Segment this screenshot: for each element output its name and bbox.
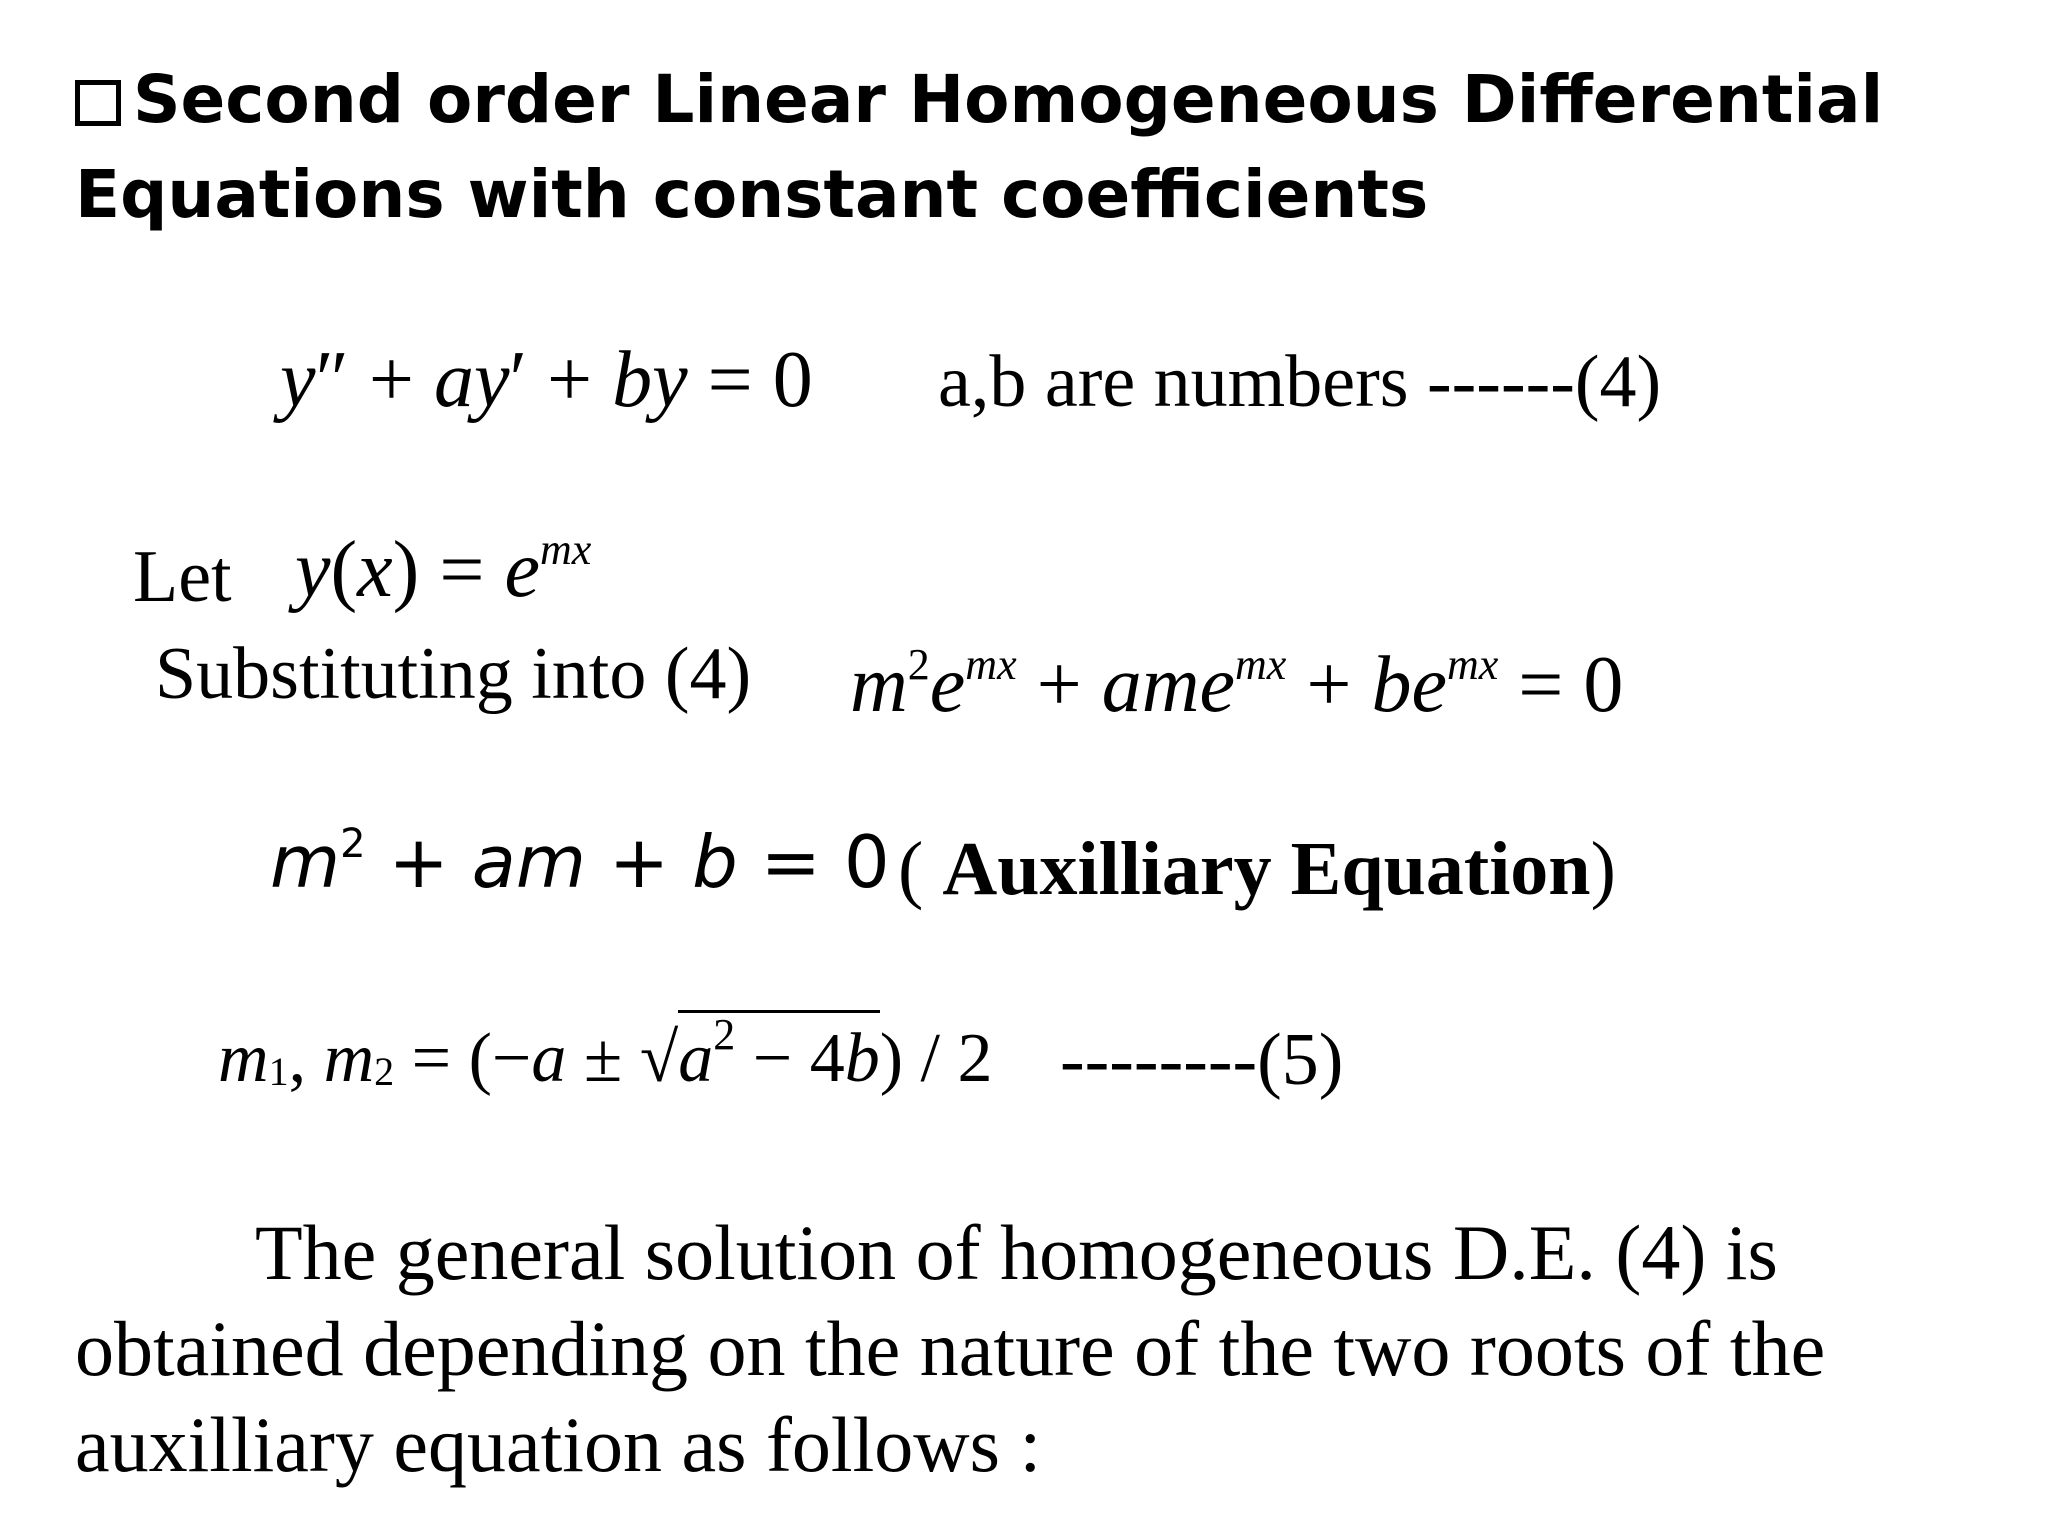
differential-equation-4: y″ + ay′ + by = 0 (280, 336, 813, 424)
substitution-label: Substituting into (4) (155, 633, 752, 715)
roots-formula-tag: --------(5) (1060, 1019, 1344, 1101)
title-line-1: Second order Linear Homogeneous Differential (75, 52, 1883, 147)
title-line-2: Equations with constant coefficients (75, 156, 1429, 233)
paragraph-line-1: The general solution of homogeneous D.E. (4) is (255, 1209, 1778, 1296)
paragraph-line-2: obtained depending on the nature of the two roots of the (75, 1305, 1826, 1392)
slide-title (75, 52, 1883, 242)
auxiliary-equation-label: ( Auxilliary Equation) (898, 827, 1616, 911)
checkbox-bullet-icon (75, 80, 121, 126)
auxiliary-equation: $m^2$ + am + b = 0 (270, 820, 890, 904)
let-label: Let (133, 536, 232, 618)
equation-4-note: a,b are numbers ------(4) (938, 341, 1662, 423)
paragraph-line-3: auxilliary equation as follows : (75, 1401, 1042, 1488)
substituted-equation: $m^2e^{mx} + ame^{mx} + be^{mx} = 0$ (850, 640, 1624, 729)
roots-formula: $m_1$, $m_2 = (-a \pm √a^2 - 4b) / 2$ (218, 1010, 993, 1097)
trial-solution-equation: $y(x) = e^{mx}$ (295, 525, 592, 614)
general-solution-paragraph (75, 1205, 1975, 1493)
